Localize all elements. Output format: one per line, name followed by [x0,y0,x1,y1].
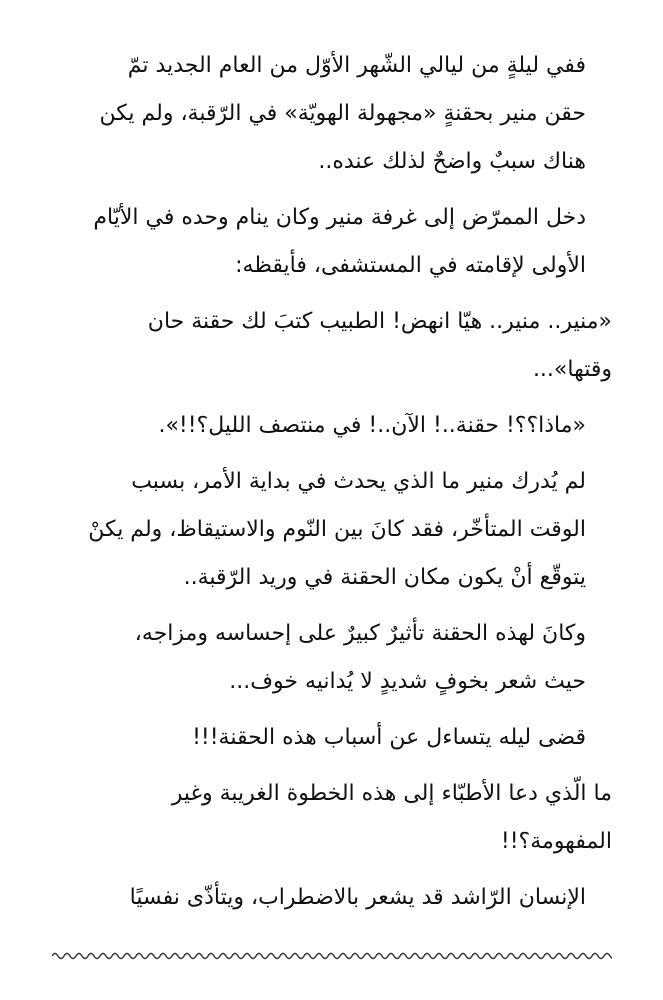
text-line: قضى ليله يتساءل عن أسباب هذه الحقنة!!! [192,725,586,750]
text-line: هناك سببٌ واضحٌ لذلك عنده.. [318,149,586,174]
wavy-divider-line [52,954,612,959]
text-line: حقن منير بحقنةٍ «مجهولة الهويّة» في الرّقبة، ولم يكن [99,101,586,126]
paragraph-8 [52,770,612,866]
paragraph-2 [52,194,612,290]
text-line: الأولى لإقامته في المستشفى، فأيقظه: [235,253,586,278]
text-line: لم يُدرك منير ما الذي يحدث في بداية الأمر، بسبب [131,469,586,494]
paragraph-1 [52,42,612,186]
text-line: الإنسان الرّاشد قد يشعر بالاضطراب، ويتأذّى نفسيًا [129,885,586,910]
paragraph-4 [52,402,612,450]
text-line: ففي ليلةٍ من ليالي الشّهر الأوّل من العام الجديد تمّ [127,53,586,78]
text-line: «منير.. منير.. هيّا انهض! الطبيب كتبَ لك حقنة حان [147,309,612,334]
paragraph-3 [52,298,612,394]
book-page-text [52,42,612,930]
text-line: المفهومة؟!! [500,829,612,854]
text-line: ما الّذي دعا الأطبّاء إلى هذه الخطوة الغريبة وغير [171,781,612,806]
paragraph-6 [52,610,612,706]
paragraph-5 [52,458,612,602]
wavy-divider [52,948,612,964]
text-line: الوقت المتأخّر، فقد كانَ بين النّوم والاستيقاظ، ولم يكنْ [88,517,586,542]
paragraph-7 [52,714,612,762]
text-line: وكانَ لهذه الحقنة تأثيرٌ كبيرٌ على إحساسه ومزاجه، [134,621,586,646]
text-line: حيث شعر بخوفٍ شديدٍ لا يُدانيه خوف... [229,669,586,694]
paragraph-9 [52,874,612,922]
text-line: دخل الممرّض إلى غرفة منير وكان ينام وحده في الأيّام [93,205,586,230]
text-line: «ماذا؟؟! حقنة..! الآن..! في منتصف الليل؟!!». [158,413,586,438]
text-line: يتوقّع أنْ يكون مكان الحقنة في وريد الرّقبة.. [183,565,586,590]
text-line: وقتها»... [532,357,612,382]
